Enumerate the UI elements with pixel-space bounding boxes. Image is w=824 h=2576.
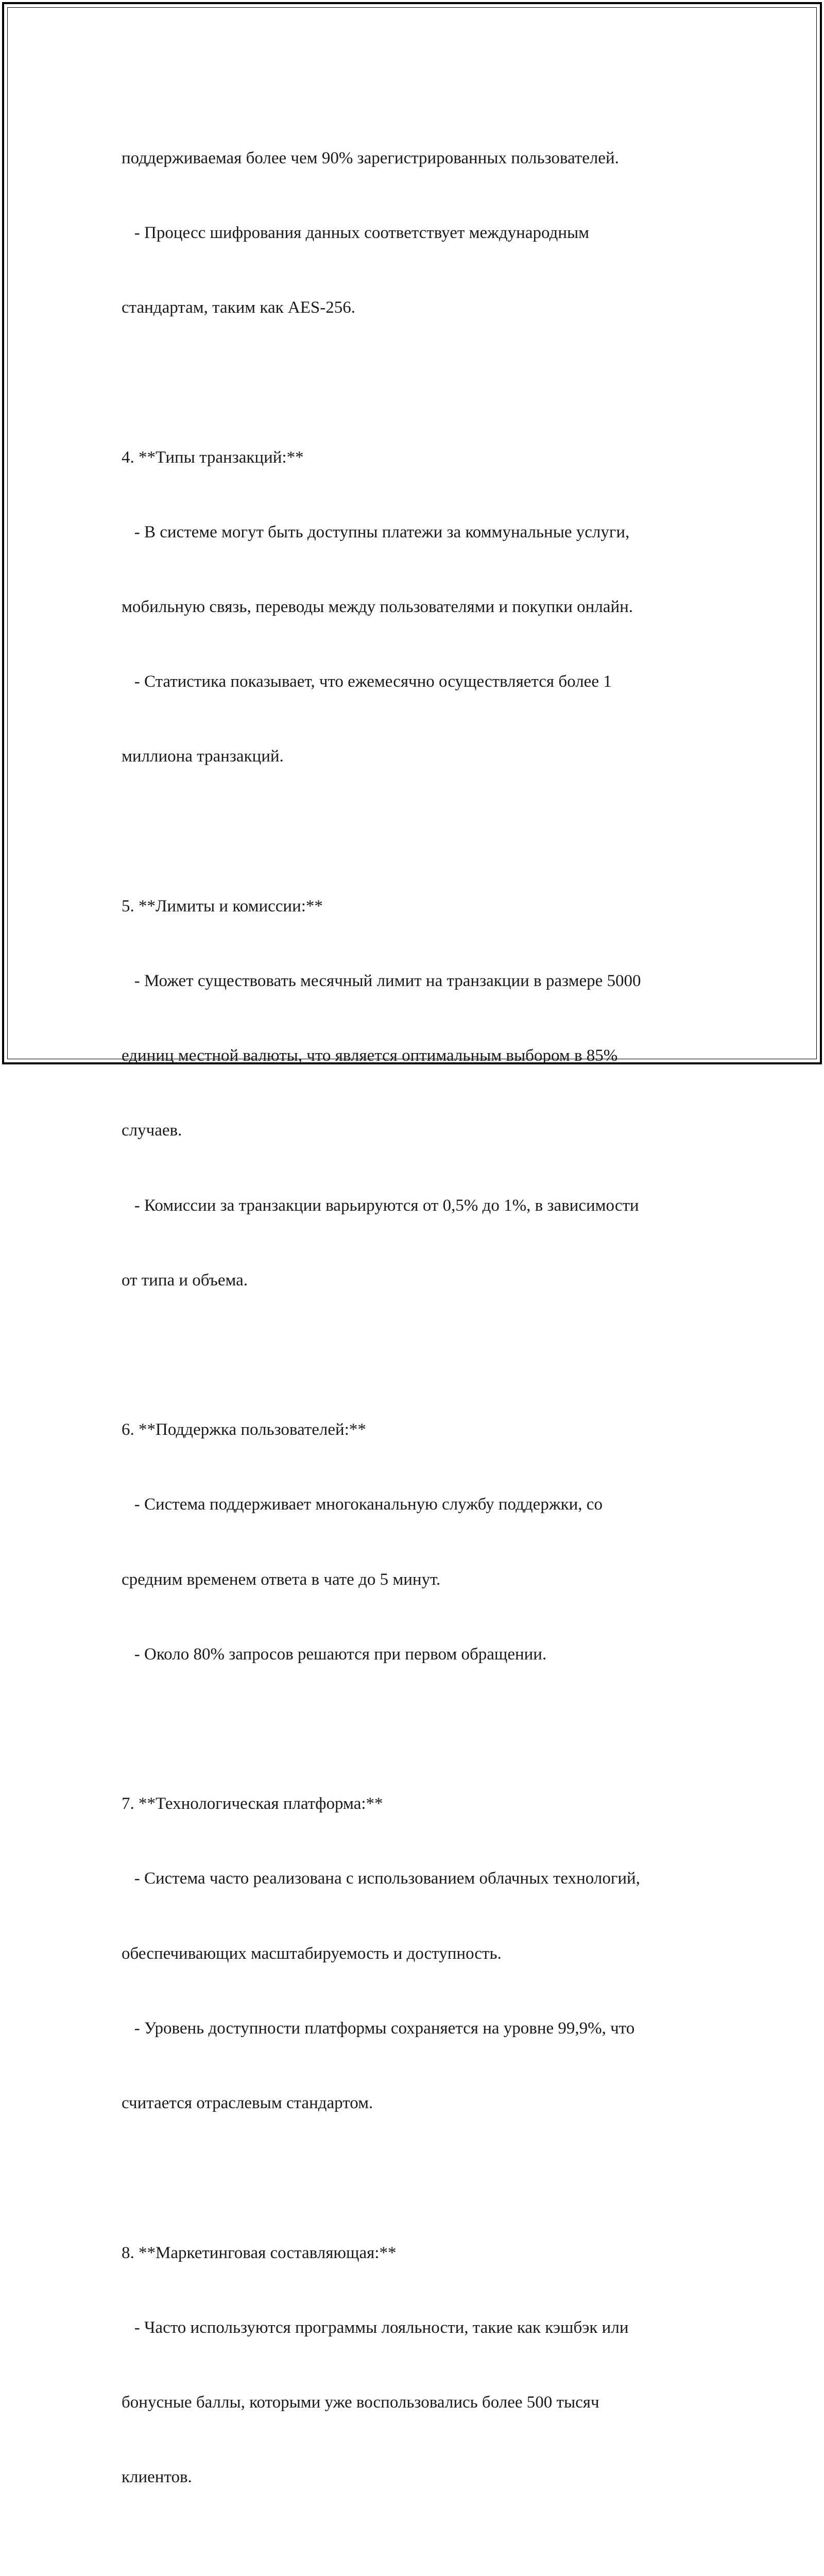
text-line: - Уровень доступности платформы сохраняется на уровне 99,9%, что xyxy=(122,2019,635,2038)
blank-line xyxy=(122,1343,729,1367)
section-heading: 4. **Типы транзакций:** xyxy=(122,448,304,467)
text-line: - Часто используются программы лояльности, такие как кэшбэк или xyxy=(122,2318,629,2337)
text-line: - Около 80% запросов решаются при первом обращении. xyxy=(122,1645,547,1664)
blank-line xyxy=(122,370,729,395)
text-line: случаев. xyxy=(122,1121,182,1140)
text-line: - В системе могут быть доступны платежи за коммунальные услуги, xyxy=(122,522,630,541)
text-line: миллиона транзакций. xyxy=(122,747,284,766)
text-line: единиц местной валюты, что является оптимальным выбором в 85% xyxy=(122,1046,618,1065)
text-line: клиентов. xyxy=(122,2468,192,2487)
section-heading: 5. **Лимиты и комиссии:** xyxy=(122,896,323,916)
text-line: средним временем ответа в чате до 5 минут. xyxy=(122,1570,441,1589)
blank-line xyxy=(122,2165,729,2190)
section-heading: 7. **Технологическая платформа:** xyxy=(122,1794,383,1814)
text-line: от типа и объема. xyxy=(122,1270,248,1290)
text-line: - Система часто реализована с использованием облачных технологий, xyxy=(122,1869,640,1888)
text-line: - Процесс шифрования данных соответствует международным xyxy=(122,224,590,243)
text-line: считается отраслевым стандартом. xyxy=(122,2094,373,2113)
text-line: - Система поддерживает многоканальную службу поддержки, со xyxy=(122,1495,603,1514)
text-line: обеспечивающих масштабируемость и доступность. xyxy=(122,1944,502,1963)
text-line: стандартам, таким как AES-256. xyxy=(122,298,355,317)
text-line: - Может существовать месячный лимит на транзакции в размере 5000 xyxy=(122,972,641,991)
section-heading: 8. **Маркетинговая составляющая:** xyxy=(122,2243,397,2262)
section-heading: 6. **Поддержка пользователей:** xyxy=(122,1420,366,1439)
blank-line xyxy=(122,1717,729,1741)
text-line: бонусные баллы, которыми уже воспользовались более 500 тысяч xyxy=(122,2393,599,2412)
text-line: - Статистика показывает, что ежемесячно осуществляется более 1 xyxy=(122,672,612,691)
text-line: поддерживаемая более чем 90% зарегистрированных пользователей. xyxy=(122,148,619,167)
blank-line xyxy=(122,2539,729,2564)
text-line: мобильную связь, переводы между пользователями и покупки онлайн. xyxy=(122,598,633,617)
text-line: - Комиссии за транзакции варьируются от 0,5% до 1%, в зависимости xyxy=(122,1196,639,1215)
document-body xyxy=(122,96,729,2576)
blank-line xyxy=(122,819,729,844)
